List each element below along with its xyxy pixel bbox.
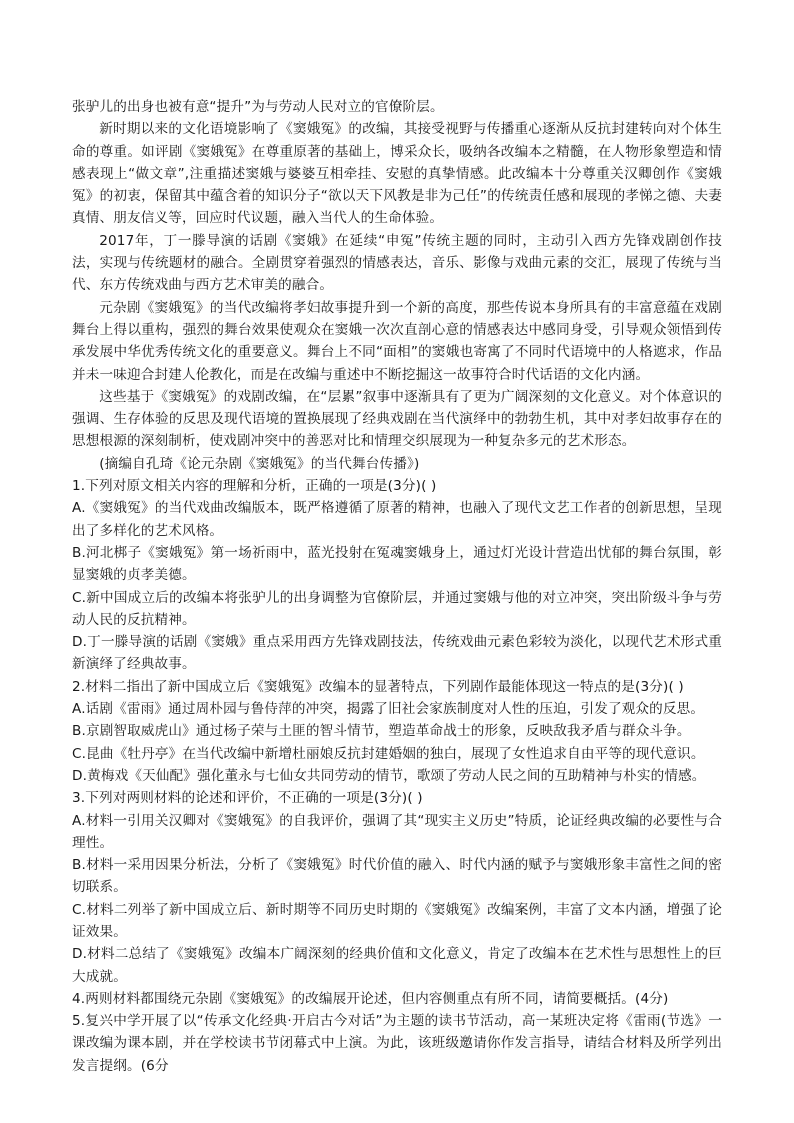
document-page — [72, 96, 722, 1077]
paragraph-3: 2017年，丁一滕导演的话剧《窦娥》在延续“申冤”传统主题的同时，主动引入西方先锋戏剧创作技法，实现与传统题材的融合。全剧贯穿着强烈的情感表达，音乐、影像与戏曲元素的交汇，展现了传统与当代、东方传统戏曲与西方艺术审美的融合。 — [72, 232, 722, 294]
option-a: A.材料一引用关汉卿对《窦娥冤》的自我评价，强调了其“现实主义历史”特质，论证经典改编的必要性与合理性。 — [72, 812, 722, 851]
option-c: C.新中国成立后的改编本将张驴儿的出身调整为官僚阶层，并通过窦娥与他的对立冲突，突出阶级斗争与劳动人民的反抗精神。 — [72, 589, 722, 628]
question-stem: 5.复兴中学开展了以“传承文化经典·开启古今对话”为主题的读书节活动，高一某班决定将《雷雨(节选》一课改编为课本剧，并在学校读书节闭幕式中上演。为此，该班级邀请你作发言指导，请结合材料及所学列出发言提纲。(6分 — [72, 1013, 722, 1074]
paragraph-2: 新时期以来的文化语境影响了《窦娥冤》的改编，其接受视野与传播重心逐渐从反抗封建转向对个体生命的尊重。如评剧《窦娥冤》在尊重原著的基础上，博采众长，吸纳各改编本之精髓，在人物形象塑造和情感表现上“做文章”,注重描述窦娥与婆婆互相牵挂、安慰的真挚情感。此改编本十分尊重关汉卿创作《窦娥冤》的初衷，保留其中蕴含着的知识分子“欲以天下风教是非为己任”的传统责任感和展现的孝悌之德、夫妻真情、朋友信义等，回应时代议题，融入当代人的生命体验。 — [72, 121, 722, 227]
option-a: A.《窦娥冤》的当代戏曲改编版本，既严格遵循了原著的精神，也融入了现代文艺工作者的创新思想，呈现出了多样化的艺术风格。 — [72, 500, 722, 539]
question-stem: 4.两则材料都围绕元杂剧《窦娥冤》的改编展开论述，但内容侧重点有所不同，请简要概括。(4分) — [72, 990, 669, 1007]
paragraph-1: 张驴儿的出身也被有意“提升”为与劳动人民对立的官僚阶层。 — [72, 99, 444, 115]
question-3 — [72, 787, 722, 988]
question-stem: 1.下列对原文相关内容的理解和分析，正确的一项是(3分)( ) — [72, 478, 437, 495]
question-5 — [72, 1010, 722, 1077]
option-d: D.黄梅戏《天仙配》强化董永与七仙女共同劳动的情节，歌颂了劳动人民之间的互助精神与朴实的情感。 — [72, 767, 706, 784]
paragraph-4: 元杂剧《窦娥冤》的当代改编将孝妇故事提升到一个新的高度，那些传说本身所具有的丰富意蕴在戏剧舞台上得以重构，强烈的舞台效果使观众在窦娥一次次直剖心意的情感表达中感同身受，引导观众领悟到传承发展中华优秀传统文化的重要意义。舞台上不同“面相”的窦娥也寄寓了不同时代语境中的人格遮求，作品并未一味迎合封建人伦教化，而是在改编与重述中不断挖掘这一故事符合时代话语的文化内涵。 — [72, 299, 722, 383]
option-c: C.材料二列举了新中国成立后、新时期等不同历史时期的《窦娥冤》改编案例，丰富了文本内涵，增强了论证效果。 — [72, 901, 722, 940]
option-d: D.丁一滕导演的话剧《窦娥》重点采用西方先锋戏剧技法，传统戏曲元素色彩较为淡化，以现代艺术形式重新演绎了经典故事。 — [72, 634, 722, 673]
option-b: B.材料一采用因果分析法，分析了《窦娥冤》时代价值的融入、时代内涵的赋予与窦娥形象丰富性之间的密切联系。 — [72, 857, 722, 896]
option-b: B.河北梆子《窦娥冤》第一场祈雨中，蓝光投射在冤魂窦娥身上，通过灯光设计营造出忧郁的舞台氛围，彰显窦娥的贞孝美德。 — [72, 544, 722, 584]
question-4 — [72, 988, 722, 1010]
option-c: C.昆曲《牡丹亭》在当代改编中新增杜丽娘反抗封建婚姻的独白，展现了女性追求自由平等的现代意识。 — [72, 745, 705, 762]
option-d: D.材料二总结了《窦娥冤》改编本广阔深刻的经典价值和文化意义，肯定了改编本在艺术性与思想性上的巨大成就。 — [72, 946, 722, 985]
option-b: B.京剧智取威虎山》通过杨子荣与土匪的智斗情节，塑造革命战士的形象，反映敌我矛盾与群众斗争。 — [72, 723, 691, 740]
paragraph-5: 这些基于《窦娥冤》的戏剧改编，在“层累”叙事中逐渐具有了更为广阔深刻的文化意义。对个体意识的强调、生存体验的反思及现代语境的置换展现了经典戏剧在当代演绎中的勃勃生机，其中对孝妇故事存在的思想根源的深刻制析，使戏剧冲突中的善恶对比和情理交织展现为一种复杂多元的艺术形态。 — [72, 388, 722, 450]
question-stem: 2.材料二指出了新中国成立后《窦娥冤》改编本的显著特点，下列剧作最能体现这一特点的是(3分)( ) — [72, 678, 684, 695]
option-a: A.话剧《雷雨》通过周朴园与鲁侍萍的冲突，揭露了旧社会家族制度对人性的压迫，引发了观众的反思。 — [72, 701, 705, 718]
source-citation: (摘编自孔琦《论元杂剧《窦娥冤》的当代舞台传播》) — [99, 455, 420, 472]
question-stem: 3.下列对两则材料的论述和评价，不正确的一项是(3分)( ) — [72, 790, 423, 807]
question-2 — [72, 676, 722, 787]
question-1 — [72, 475, 722, 676]
